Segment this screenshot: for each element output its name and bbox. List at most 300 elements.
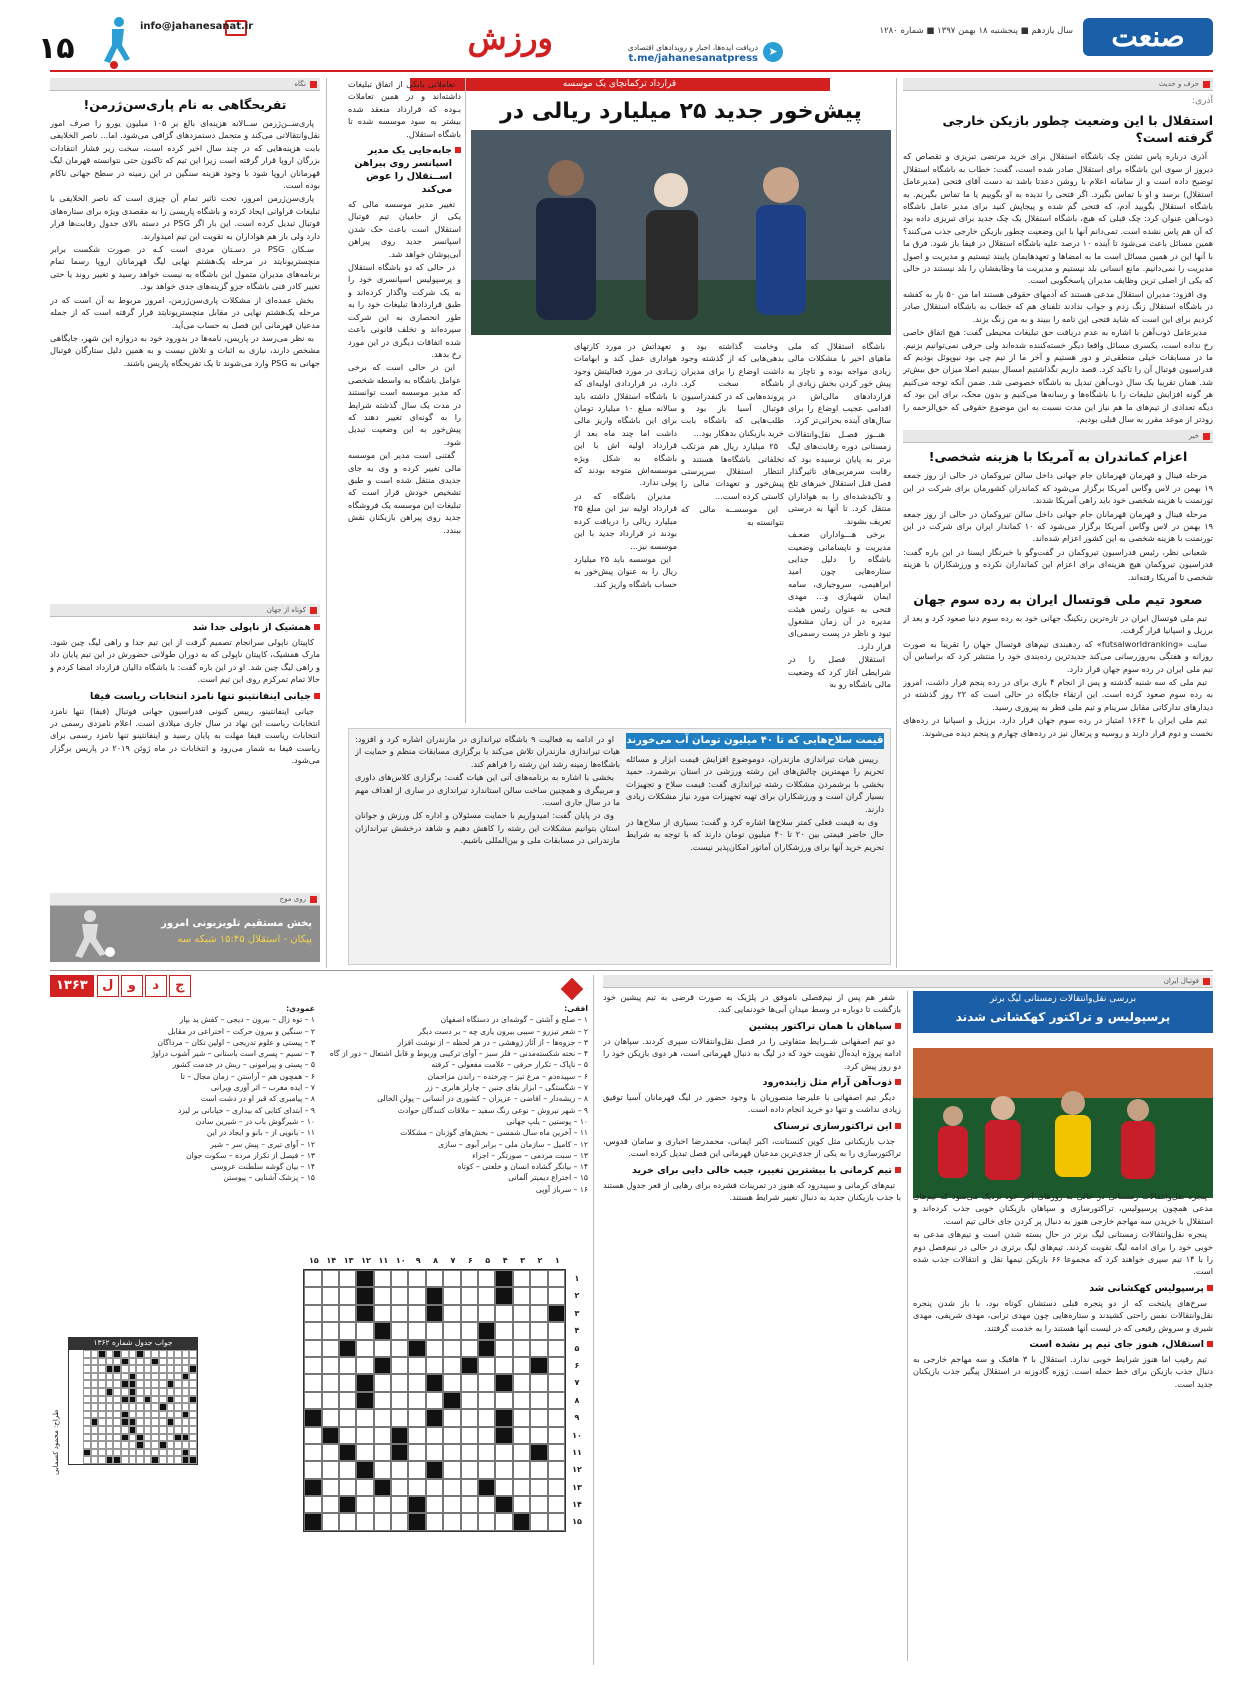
crossword-cell[interactable] [461,1513,478,1530]
crossword-cell[interactable] [374,1496,391,1513]
telegram-link[interactable]: t.me/jahanesanatpress [628,53,758,64]
crossword-cell[interactable] [374,1409,391,1426]
crossword-cell[interactable] [478,1513,495,1530]
crossword-cell[interactable] [530,1270,547,1287]
crossword-cell[interactable] [426,1496,443,1513]
crossword-cell[interactable] [339,1357,356,1374]
crossword-cell[interactable] [408,1444,425,1461]
crossword-cell[interactable] [478,1496,495,1513]
crossword-cell[interactable] [408,1305,425,1322]
answer-cell [189,1350,197,1358]
clue-item: ۱ – توه زال – بیرون – دیجی – کفش ید بپار [179,1015,315,1025]
crossword-cell[interactable] [513,1496,530,1513]
crossword-cell[interactable] [374,1340,391,1357]
answer-cell [167,1365,175,1373]
crossword-cell[interactable] [530,1287,547,1304]
row-number: ۵ [574,1343,580,1353]
transfers-header: بررسی نقل‌وانتقالات زمستانی لیگ برتر پرسپولیس و تراکتور کهکشانی شدند [913,991,1213,1033]
crossword-cell[interactable] [356,1305,373,1322]
crossword-cell[interactable] [548,1305,565,1322]
crossword-cell[interactable] [495,1287,512,1304]
crossword-cell[interactable] [495,1270,512,1287]
crossword-cell[interactable] [478,1357,495,1374]
crossword-cell[interactable] [391,1322,408,1339]
crossword-cell[interactable] [530,1513,547,1530]
crossword-cell[interactable] [339,1496,356,1513]
crossword-cell[interactable] [339,1270,356,1287]
clue-item: ۱۰ – شیرگوش باب در – شیرین سادن [195,1116,315,1126]
crossword-cell[interactable] [530,1374,547,1391]
crossword-cell[interactable] [408,1374,425,1391]
crossword-cell[interactable] [304,1305,321,1322]
crossword-cell[interactable] [495,1392,512,1409]
column-number: ۱۳ [343,1256,354,1265]
answer-cell [189,1456,197,1464]
crossword-cell[interactable] [374,1322,391,1339]
crossword-cell[interactable] [408,1287,425,1304]
crossword-cell[interactable] [391,1496,408,1513]
paragraph: سرخ‌های پایتخت که از دو پنجره قبلی دستشان کوتاه بود، با باز شدن پنجره نقل‌وانتقالات نفس راحتی کشیدند و ستاره‌هایی چون مهدی ترابی، مهدی شریفی، مهدی شیری و سروش رفیعی که در لیست آنها هستند را به خدمت گرفتند. [913,1297,1213,1333]
crossword-cell[interactable] [322,1340,339,1357]
crossword-cell[interactable] [391,1357,408,1374]
crossword-cell[interactable] [408,1496,425,1513]
crossword-cell[interactable] [304,1392,321,1409]
crossword-cell[interactable] [548,1427,565,1444]
crossword-cell[interactable] [461,1374,478,1391]
crossword-cell[interactable] [322,1444,339,1461]
crossword-cell[interactable] [443,1270,460,1287]
email-link[interactable]: info@jahanesanat.ir [140,21,254,32]
answer-cell [121,1380,129,1388]
crossword-cell[interactable] [408,1409,425,1426]
crossword-cell[interactable] [530,1357,547,1374]
crossword-cell[interactable] [322,1322,339,1339]
column-number: ۲ [537,1256,543,1265]
crossword-cell[interactable] [391,1461,408,1478]
crossword-cell[interactable] [356,1461,373,1478]
paragraph: تعهداتش در مورد کارتهای هواداری عمل کند و ابهامات زیـادی در مورد فعالیتش وجود دارد، در قراردادی اولیه‌ای که با باشگاه استقلال داشته باید سالانه مبلغ ۱۰ میلیارد تومان برای این باشگاه واریز مالی داشت اما چند ماه بعد از قرارداد اولیه اش با این باشگاه به شکل ویژه موسسه‌اش متوجه بودند که پولی ندارد. [574,341,677,488]
crossword-cell[interactable] [374,1427,391,1444]
crossword-cell[interactable] [408,1340,425,1357]
crossword-cell[interactable] [391,1305,408,1322]
crossword-cell[interactable] [304,1340,321,1357]
crossword-cell[interactable] [443,1340,460,1357]
crossword-cell[interactable] [426,1409,443,1426]
crossword-cell[interactable] [513,1357,530,1374]
answer-cell [189,1441,197,1449]
crossword-cell[interactable] [322,1496,339,1513]
crossword-cell[interactable] [374,1357,391,1374]
crossword-cell[interactable] [513,1340,530,1357]
answer-cell [167,1350,175,1358]
page-number: ۱۵ [38,31,75,66]
answer-cell [174,1388,182,1396]
crossword-cell[interactable] [426,1374,443,1391]
crossword-cell[interactable] [478,1305,495,1322]
answer-cell [136,1358,144,1366]
clue-item: ۶ – سپیده‌دم – مرغ تیز – چرخنده – راندن مزاحمان [427,1071,588,1081]
answer-cell [144,1373,152,1381]
answer-cell [167,1434,175,1442]
crossword-cell[interactable] [461,1427,478,1444]
crossword-cell[interactable] [304,1461,321,1478]
crossword-cell[interactable] [530,1461,547,1478]
crossword-cell[interactable] [461,1496,478,1513]
crossword-cell[interactable] [426,1305,443,1322]
crossword-cell[interactable] [495,1444,512,1461]
crossword-cell[interactable] [461,1357,478,1374]
crossword-cell[interactable] [408,1427,425,1444]
crossword-cell[interactable] [426,1357,443,1374]
answer-cell [167,1426,175,1434]
box-title: قیمت سلاح‌هایی که تا ۴۰ میلیون تومان آب می‌خورند [626,733,884,749]
column-number: ۹ [415,1256,421,1265]
crossword-cell[interactable] [391,1427,408,1444]
crossword-cell[interactable] [513,1427,530,1444]
crossword-cell[interactable] [304,1444,321,1461]
crossword-cell[interactable] [548,1287,565,1304]
crossword-cell[interactable] [478,1479,495,1496]
crossword-cell[interactable] [478,1322,495,1339]
crossword-cell[interactable] [304,1357,321,1374]
crossword-cell[interactable] [322,1409,339,1426]
crossword-cell[interactable] [513,1461,530,1478]
crossword-cell[interactable] [374,1392,391,1409]
crossword-cell[interactable] [461,1444,478,1461]
crossword-cell[interactable] [322,1287,339,1304]
crossword-cell[interactable] [513,1305,530,1322]
crossword-cell[interactable] [408,1392,425,1409]
crossword-cell[interactable] [495,1357,512,1374]
crossword-cell[interactable] [478,1374,495,1391]
crossword-cell[interactable] [443,1461,460,1478]
crossword-cell[interactable] [461,1287,478,1304]
answer-cell [121,1388,129,1396]
answer-cell [129,1434,137,1442]
crossword-cell[interactable] [391,1392,408,1409]
logo: صنعت [1083,18,1213,56]
crossword-cell[interactable] [530,1444,547,1461]
section-bar: خبر [903,430,1213,443]
crossword-cell[interactable] [548,1409,565,1426]
answer-cell [136,1403,144,1411]
crossword-cell[interactable] [513,1287,530,1304]
answer-cell [129,1403,137,1411]
title-letter: و [121,975,143,997]
answer-cell [129,1350,137,1358]
crossword-cell[interactable] [304,1270,321,1287]
crossword-cell[interactable] [530,1409,547,1426]
answer-cell [167,1403,175,1411]
crossword-cell[interactable] [391,1287,408,1304]
crossword-cell[interactable] [548,1479,565,1496]
crossword [50,975,588,1665]
crossword-cell[interactable] [374,1287,391,1304]
crossword-cell[interactable] [495,1374,512,1391]
crossword-cell[interactable] [391,1340,408,1357]
crossword-cell[interactable] [426,1270,443,1287]
paragraph: شعبانی نظر، رئیس فدراسیون تیروکمان در گفت‌وگو با خبرنگار ایسنا در این باره گفت: فدراسیون تیروکمان هیچ هزینه‌ای برای اعزام این کمانداران نکرده و ورزشکاران با هزینه شخصی تا آمریکا رفته‌اند. [903,546,1213,582]
crossword-cell[interactable] [339,1461,356,1478]
crossword-cell[interactable] [391,1374,408,1391]
crossword-cell[interactable] [495,1461,512,1478]
crossword-cell[interactable] [322,1374,339,1391]
answer-cell [129,1449,137,1457]
crossword-cell[interactable] [339,1374,356,1391]
crossword-cell[interactable] [374,1270,391,1287]
crossword-cell[interactable] [426,1287,443,1304]
crossword-cell[interactable] [443,1287,460,1304]
crossword-cell[interactable] [478,1427,495,1444]
crossword-cell[interactable] [426,1444,443,1461]
crossword-cell[interactable] [356,1357,373,1374]
crossword-cell[interactable] [495,1340,512,1357]
crossword-cell[interactable] [478,1461,495,1478]
title-letter: ل [97,975,119,997]
crossword-cell[interactable] [530,1479,547,1496]
answer-cell [98,1449,106,1457]
answer-cell [98,1358,106,1366]
section-bar: فوتبال ایران [603,975,1213,988]
answer-cell [113,1411,121,1419]
answer-cell [91,1449,99,1457]
crossword-cell[interactable] [304,1513,321,1530]
crossword-cell[interactable] [304,1496,321,1513]
crossword-cell[interactable] [443,1374,460,1391]
crossword-cell[interactable] [356,1496,373,1513]
subheading: همشیک از ناپولی جدا شد [50,621,320,634]
crossword-cell[interactable] [495,1427,512,1444]
crossword-cell[interactable] [356,1270,373,1287]
crossword-cell[interactable] [356,1427,373,1444]
crossword-cell[interactable] [356,1392,373,1409]
crossword-cell[interactable] [322,1357,339,1374]
crossword-cell[interactable] [548,1340,565,1357]
answer-title: جواب جدول شماره ۱۳۶۲ [68,1337,198,1349]
crossword-cell[interactable] [513,1513,530,1530]
answer-cell [83,1418,91,1426]
column-number: ۱۴ [326,1256,337,1265]
crossword-cell[interactable] [530,1427,547,1444]
crossword-cell[interactable] [391,1409,408,1426]
crossword-cell[interactable] [443,1322,460,1339]
crossword-grid[interactable] [303,1269,566,1532]
crossword-cell[interactable] [513,1392,530,1409]
crossword-cell[interactable] [374,1305,391,1322]
answer-cell [189,1373,197,1381]
crossword-cell[interactable] [495,1305,512,1322]
crossword-cell[interactable] [478,1444,495,1461]
crossword-cell[interactable] [426,1392,443,1409]
crossword-cell[interactable] [391,1444,408,1461]
crossword-cell[interactable] [391,1513,408,1530]
crossword-cell[interactable] [548,1513,565,1530]
crossword-cell[interactable] [339,1479,356,1496]
crossword-cell[interactable] [322,1479,339,1496]
answer-cell [182,1358,190,1366]
crossword-cell[interactable] [443,1513,460,1530]
crossword-cell[interactable] [548,1322,565,1339]
crossword-cell[interactable] [548,1461,565,1478]
crossword-cell[interactable] [304,1479,321,1496]
crossword-cell[interactable] [408,1461,425,1478]
crossword-cell[interactable] [408,1513,425,1530]
crossword-cell[interactable] [548,1444,565,1461]
crossword-cell[interactable] [339,1287,356,1304]
crossword-cell[interactable] [548,1357,565,1374]
crossword-cell[interactable] [339,1427,356,1444]
crossword-cell[interactable] [356,1479,373,1496]
crossword-cell[interactable] [426,1461,443,1478]
crossword-cell[interactable] [304,1409,321,1426]
row-number: ۹ [574,1413,580,1423]
answer-cell [167,1388,175,1396]
crossword-cell[interactable] [513,1322,530,1339]
crossword-cell[interactable] [513,1479,530,1496]
crossword-cell[interactable] [548,1374,565,1391]
crossword-cell[interactable] [495,1322,512,1339]
crossword-cell[interactable] [443,1409,460,1426]
crossword-cell[interactable] [374,1444,391,1461]
crossword-cell[interactable] [356,1374,373,1391]
answer-cell [136,1380,144,1388]
crossword-cell[interactable] [322,1427,339,1444]
crossword-cell[interactable] [408,1357,425,1374]
crossword-cell[interactable] [443,1305,460,1322]
crossword-cell[interactable] [443,1496,460,1513]
paragraph: مدیرعامل ذوب‌آهن با اشاره به عدم دریافت حق تبلیغات محیطی گفت: هیچ اتفاق خاصی رخ نداده است، یکسری مسائل واقعا دیگر خسته‌کننده شده‌اند ولی حرفی نمی‌توانیم بزنیم. ما در مسابقات خیلی منطقی‌تر و دور هستیم و آخر ما از تیم چی بود نیوپوئل بودیم که فدراسیون فوتبال آن را تاکید کرد. قصد داریم نگذاشتیم امسال ببینیم اصلا میزان حق بیش‌تر شد. همان تقریبا یک سال ذوب‌آهن تبدیل به باشگاه خصوصی شد. ضمن آنکه توجه می‌کنیم هر گونه افزایش تبلیغات را با باشگاه‌ها و رسانه‌ها می‌کنیم و بدون محک، برای این بود که دیگه تعدادی از تیم‌های ما هم نیاز این مدت نسبت به این موضوع حقوقی که حق‌الزحمه را زودتر از موعد مقرر به سال قبلی بودیم. [903,327,1213,424]
crossword-cell[interactable] [530,1305,547,1322]
answer-cell [113,1449,121,1457]
crossword-cell[interactable] [530,1496,547,1513]
answer-cell [174,1350,182,1358]
crossword-cell[interactable] [443,1357,460,1374]
crossword-cell[interactable] [356,1513,373,1530]
answer-cell [121,1418,129,1426]
answer-cell [151,1449,159,1457]
crossword-cell[interactable] [548,1496,565,1513]
paragraph: تیم ملی فوتسال ایران در تازه‌ترین رنکینگ جهانی خود به رده سوم دنیا صعود کرد و بعد از برزیل و اسپانیا قرار گرفت. [903,613,1213,636]
paragraph: مدیران باشگاه که در قرارداد اولیه نیز این مبلغ ۲۵ میلیارد ریالی را دریافت کرده بودند در قرارداد جدید با این موسسه نیز... [574,490,677,551]
crossword-cell[interactable] [426,1322,443,1339]
crossword-cell[interactable] [443,1427,460,1444]
crossword-cell[interactable] [426,1340,443,1357]
section-bar: نگاه [50,78,320,91]
crossword-cell[interactable] [356,1340,373,1357]
crossword-cell[interactable] [356,1409,373,1426]
crossword-cell[interactable] [408,1479,425,1496]
crossword-cell[interactable] [322,1270,339,1287]
answer-cell [174,1365,182,1373]
crossword-cell[interactable] [443,1479,460,1496]
crossword-cell[interactable] [461,1479,478,1496]
crossword-cell[interactable] [426,1513,443,1530]
crossword-cell[interactable] [356,1322,373,1339]
crossword-cell[interactable] [461,1409,478,1426]
crossword-cell[interactable] [339,1513,356,1530]
crossword-cell[interactable] [495,1496,512,1513]
crossword-cell[interactable] [461,1322,478,1339]
crossword-cell[interactable] [478,1340,495,1357]
crossword-cell[interactable] [339,1305,356,1322]
crossword-cell[interactable] [426,1427,443,1444]
crossword-cell[interactable] [495,1479,512,1496]
answer-cell [83,1426,91,1434]
crossword-cell[interactable] [304,1427,321,1444]
crossword-cell[interactable] [356,1444,373,1461]
crossword-cell[interactable] [461,1392,478,1409]
answer-cell [174,1373,182,1381]
crossword-cell[interactable] [461,1270,478,1287]
crossword-cell[interactable] [478,1392,495,1409]
crossword-cell[interactable] [374,1374,391,1391]
row-number: ۸ [574,1395,580,1405]
crossword-cell[interactable] [374,1513,391,1530]
across-clues: افقی: ۱ – صلح و آشتی – گوشه‌ای در دستگاه اصفهان ۲ – شعر تیزرو – سیبی بیرون یاری چه – بر دست دیگر ۳ – جزوه‌ها – از آثار ژوهشی – در هر لحظه – از نوشت افزار ۴ – نخته شکسته‌مدنی – فلز سبز – آوای ترکیبی وربوط و قابل اشتعال – دور از گاه ۵ – ناپاک – تکرار حرفی – علامت مفعولی – کرفته ۶ – سپیده‌دم – مرغ تیز – چرخنده – راندن مزاحمان ۷ – شگستگی – ابزار بقای جنین – چارلز هانری – زر ۸ – ریشه‌دار – افاضی – عزیزان – کشوری در انسانی – پولن الخالی ۹ – شهر نیروش – نوعی رنگ سفید – ملاقات کنندگان حوادث ۱۰ – پوستین – یلپ جهانی ۱۱ – آخرین ماه سال شمسی – بخش‌های گوزنان – مشکلات ۱۲ – کامیل – سازمان ملی – برابر آبوی – سازی ۱۳ – سبت مردمی – صورتگر – اجزاء ۱۴ – بیانگر گشاده انسان و خلعتی – کوتاه ۱۵ – اختراع دیمیتر آلمانی ۱۶ – سرباز آوپی [329,1004,588,1194]
crossword-cell[interactable] [391,1270,408,1287]
crossword-cell[interactable] [339,1340,356,1357]
crossword-cell[interactable] [304,1322,321,1339]
crossword-cell[interactable] [548,1392,565,1409]
answer-grid [68,1349,198,1465]
crossword-cell[interactable] [391,1479,408,1496]
crossword-cell[interactable] [408,1270,425,1287]
crossword-cell[interactable] [443,1444,460,1461]
crossword-cell[interactable] [461,1305,478,1322]
crossword-cell[interactable] [356,1287,373,1304]
crossword-cell[interactable] [530,1322,547,1339]
crossword-cell[interactable] [513,1374,530,1391]
crossword-cell[interactable] [495,1409,512,1426]
crossword-cell[interactable] [461,1461,478,1478]
crossword-cell[interactable] [322,1513,339,1530]
crossword-cell[interactable] [339,1322,356,1339]
clue-item: ۱۳ – سبت مردمی – صورتگر – اجزاء [472,1150,588,1160]
crossword-cell[interactable] [548,1270,565,1287]
crossword-cell[interactable] [374,1461,391,1478]
answer-cell [159,1350,167,1358]
crossword-cell[interactable] [530,1392,547,1409]
crossword-cell[interactable] [461,1340,478,1357]
crossword-cell[interactable] [322,1305,339,1322]
answer-cell [129,1380,137,1388]
crossword-cell[interactable] [374,1479,391,1496]
crossword-cell[interactable] [513,1270,530,1287]
paragraph: سایت «futsalworldranking» که ردهبندی تیم‌های فوتسال جهان را تقریبا به صورت روزانه و هفتگی به‌روزرسانی می‌کند جدیدترین رده‌بندی خود را منتشر کرد که براساس آن تیم ملی ایران در رده سوم جهان قرار دارد. [903,638,1213,674]
answer-cell [174,1456,182,1464]
crossword-cell[interactable] [478,1270,495,1287]
answer-cell [151,1380,159,1388]
crossword-cell[interactable] [513,1444,530,1461]
crossword-cell[interactable] [495,1513,512,1530]
answer-cell [129,1411,137,1419]
crossword-cell[interactable] [339,1444,356,1461]
crossword-cell[interactable] [478,1287,495,1304]
crossword-cell[interactable] [339,1392,356,1409]
crossword-cell[interactable] [426,1479,443,1496]
crossword-cell[interactable] [339,1409,356,1426]
crossword-cell[interactable] [443,1392,460,1409]
crossword-cell[interactable] [478,1409,495,1426]
crossword-cell[interactable] [304,1374,321,1391]
crossword-cell[interactable] [322,1461,339,1478]
crossword-cell[interactable] [322,1392,339,1409]
crossword-cell[interactable] [408,1322,425,1339]
crossword-cell[interactable] [304,1287,321,1304]
row-number: ۱۱ [572,1447,582,1457]
crossword-cell[interactable] [513,1409,530,1426]
crossword-cell[interactable] [530,1340,547,1357]
